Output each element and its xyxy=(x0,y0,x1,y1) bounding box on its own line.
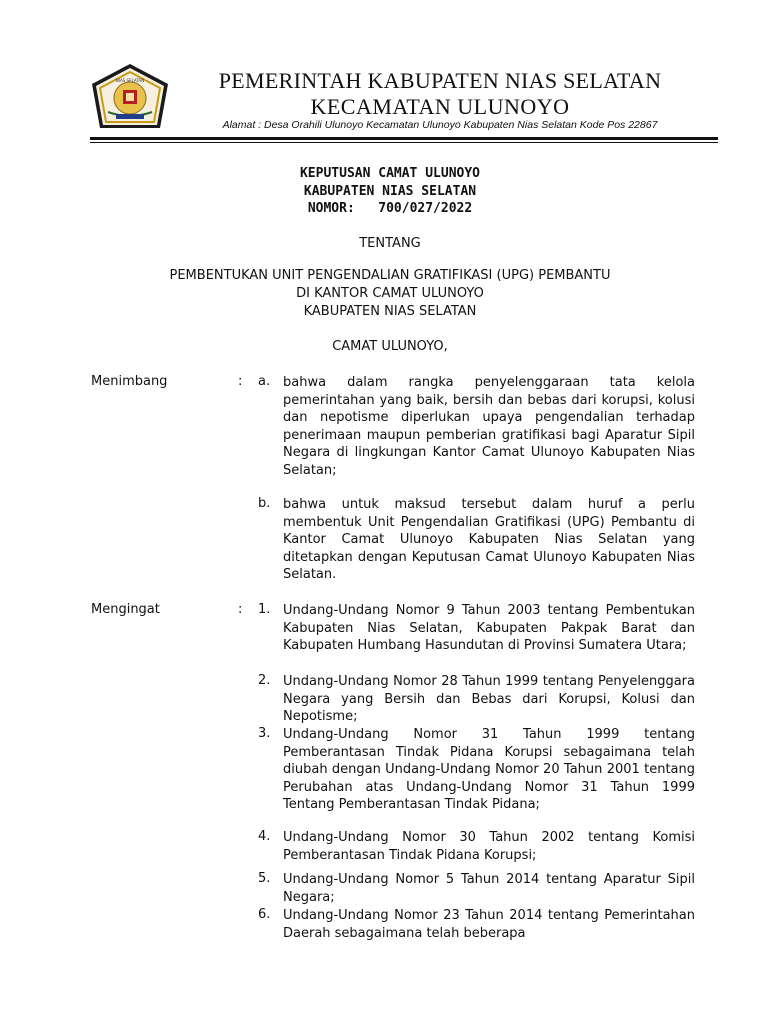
decree-number-label: NOMOR: xyxy=(307,201,355,216)
mengingat-label: Mengingat xyxy=(91,602,160,617)
mengingat-item-mark: 6. xyxy=(258,907,271,922)
mengingat-item-text: Undang-Undang Nomor 30 Tahun 2002 tentang Komisi Pemberantasan Tindak Pidana Korupsi; xyxy=(283,830,695,863)
mengingat-item-mark: 5. xyxy=(258,871,271,886)
menimbang-item-text: bahwa untuk maksud tersebut dalam huruf a perlu membentuk Unit Pengendalian Gratifikasi (UPG) Pembantu di Kantor Camat Ulunoyo Kabupaten Nias Selatan yang ditetapkan dengan Keputusan Camat Ulunoyo Kabupaten Nias Selatan. xyxy=(283,497,695,582)
decree-title: KEPUTUSAN CAMAT ULUNOYO xyxy=(299,166,480,181)
mengingat-item-text: Undang-Undang Nomor 28 Tahun 1999 tentang Penyelenggara Negara yang Bersih dan Bebas dari Korupsi, Kolusi dan Nepotisme; xyxy=(283,674,695,724)
issuing-official: CAMAT ULUNOYO, xyxy=(332,339,448,354)
letterhead-government: PEMERINTAH KABUPATEN NIAS SELATAN xyxy=(218,68,662,93)
mengingat-item-mark: 1. xyxy=(258,602,271,617)
regency-emblem-icon xyxy=(90,62,170,134)
letterhead-district: KECAMATAN ULUNOYO xyxy=(310,94,570,119)
mengingat-item-text: Undang-Undang Nomor 5 Tahun 2014 tentang Aparatur Sipil Negara; xyxy=(283,872,695,905)
mengingat-item-text: Undang-Undang Nomor 9 Tahun 2003 tentang Pembentukan Kabupaten Nias Selatan, Kabupaten Pakpak Barat dan Kabupaten Humbang Hasundutan di Provinsi Sumatera Utara; xyxy=(283,603,695,653)
mengingat-item-mark: 4. xyxy=(258,829,271,844)
subject-line-2: DI KANTOR CAMAT ULUNOYO xyxy=(296,286,484,301)
emblem-text: NIAS SELATAN xyxy=(115,78,145,83)
menimbang-item-mark: b. xyxy=(258,496,271,511)
letterhead-rule-thick xyxy=(90,137,718,140)
tentang-heading: TENTANG xyxy=(359,236,421,251)
menimbang-label: Menimbang xyxy=(91,374,168,389)
mengingat-item-text: Undang-Undang Nomor 31 Tahun 1999 tentang Pemberantasan Tindak Pidana Korupsi sebagaimana telah diubah dengan Undang-Undang Nomor 20 Tahun 2001 tentang Perubahan atas Undang-Undang Nomor 31 Tahun 1999 Tentang Pemberantasan Tindak Pidana; xyxy=(283,727,695,812)
subject-line-1: PEMBENTUKAN UNIT PENGENDALIAN GRATIFIKASI (UPG) PEMBANTU xyxy=(169,268,611,283)
decree-regency: KABUPATEN NIAS SELATAN xyxy=(303,184,477,199)
mengingat-item-mark: 3. xyxy=(258,726,271,741)
decree-number-value: 700/027/2022 xyxy=(378,201,473,216)
menimbang-item-text: bahwa dalam rangka penyelenggaraan tata kelola pemerintahan yang baik, bersih dan bebas dari korupsi, kolusi dan nepotisme diperlukan upaya pengendalian terhadap penerimaan maupun pemberian gratifikasi bagi Aparatur Sipil Negara di lingkungan Kantor Camat Ulunoyo Kabupaten Nias Selatan; xyxy=(283,375,695,478)
menimbang-item-mark: a. xyxy=(258,374,271,389)
decree-number xyxy=(90,201,690,216)
letterhead-rule-thin xyxy=(90,142,718,143)
mengingat-colon: : xyxy=(238,602,243,617)
menimbang-colon: : xyxy=(238,374,243,389)
subject-line-3: KABUPATEN NIAS SELATAN xyxy=(303,304,477,319)
mengingat-item-mark: 2. xyxy=(258,673,271,688)
mengingat-item-text: Undang-Undang Nomor 23 Tahun 2014 tentang Pemerintahan Daerah sebagaimana telah beberapa xyxy=(283,908,695,941)
letterhead-address: Alamat : Desa Orahili Ulunoyo Kecamatan Ulunoyo Kabupaten Nias Selatan Kode Pos 22867 xyxy=(222,119,658,131)
